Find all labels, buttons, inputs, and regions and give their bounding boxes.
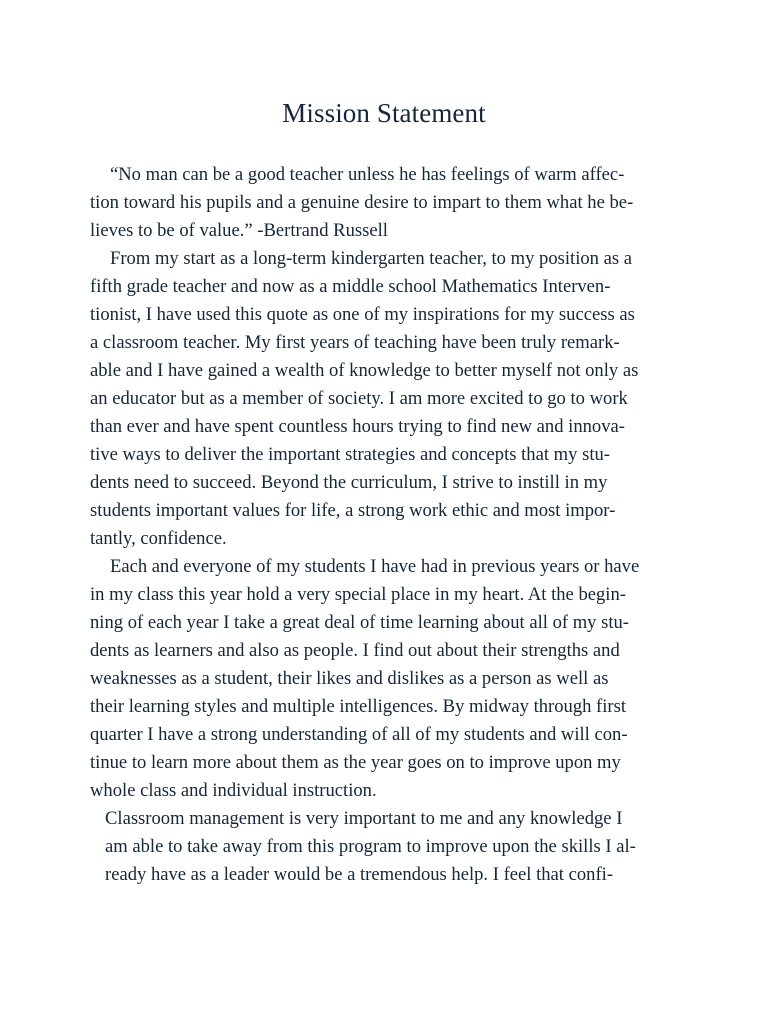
text-line: ready have as a leader would be a tremendous help. I feel that confi- bbox=[105, 864, 614, 885]
text-line: tantly, confidence. bbox=[90, 528, 227, 549]
text-line: am able to take away from this program to improve upon the skills I al- bbox=[105, 836, 636, 857]
text-line: whole class and individual instruction. bbox=[90, 780, 377, 801]
text-line: their learning styles and multiple intelligences. By midway through first bbox=[90, 696, 627, 717]
text-line: an educator but as a member of society. I am more excited to go to work bbox=[90, 388, 628, 409]
text-line: in my class this year hold a very special place in my heart. At the begin- bbox=[90, 584, 626, 605]
text-line: tion toward his pupils and a genuine desire to impart to them what he be- bbox=[90, 192, 634, 213]
text-line: quarter I have a strong understanding of all of my students and will con- bbox=[90, 724, 628, 745]
text-line: than ever and have spent countless hours trying to find new and innova- bbox=[90, 416, 625, 437]
text-line: “No man can be a good teacher unless he has feelings of warm affec- bbox=[110, 164, 625, 185]
text-line: lieves to be of value.” -Bertrand Russell bbox=[90, 220, 388, 241]
text-line: Each and everyone of my students I have had in previous years or have bbox=[110, 556, 640, 577]
text-line: ning of each year I take a great deal of time learning about all of my stu- bbox=[90, 612, 630, 633]
text-line: tinue to learn more about them as the year goes on to improve upon my bbox=[90, 752, 621, 773]
text-line: fifth grade teacher and now as a middle school Mathematics Interven- bbox=[90, 276, 611, 297]
text-line: dents need to succeed. Beyond the curriculum, I strive to instill in my bbox=[90, 472, 608, 493]
text-line: Classroom management is very important to me and any knowledge I bbox=[105, 808, 623, 829]
text-line: tionist, I have used this quote as one of my inspirations for my success as bbox=[90, 304, 635, 325]
page-title: Mission Statement bbox=[282, 98, 486, 128]
text-line: able and I have gained a wealth of knowledge to better myself not only as bbox=[90, 360, 639, 381]
text-line: tive ways to deliver the important strategies and concepts that my stu- bbox=[90, 444, 610, 465]
text-line: weaknesses as a student, their likes and dislikes as a person as well as bbox=[90, 668, 609, 689]
text-line: dents as learners and also as people. I find out about their strengths and bbox=[90, 640, 620, 661]
text-line: a classroom teacher. My first years of teaching have been truly remark- bbox=[90, 332, 620, 353]
text-line: From my start as a long-term kindergarten teacher, to my position as a bbox=[110, 248, 632, 269]
text-line: students important values for life, a strong work ethic and most impor- bbox=[90, 500, 616, 521]
